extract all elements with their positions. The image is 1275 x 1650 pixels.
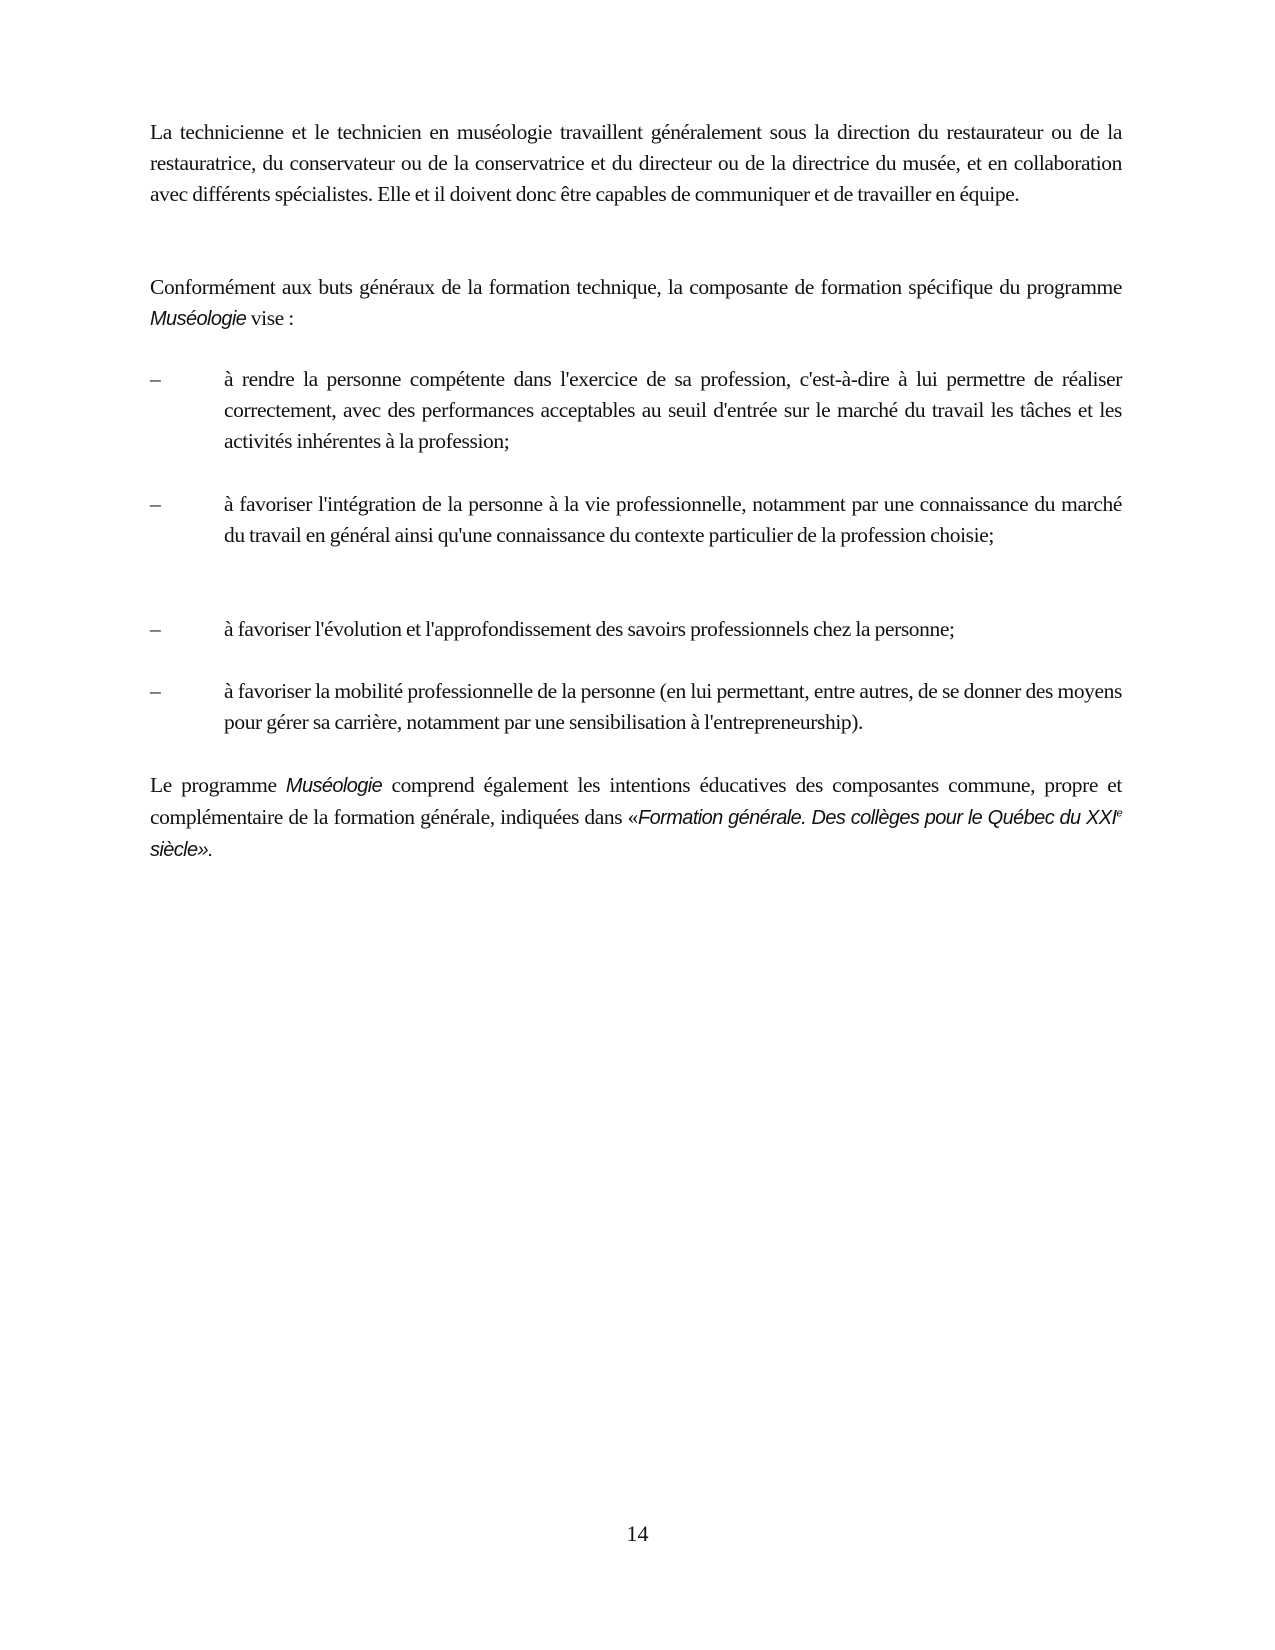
program-name: Muséologie <box>150 308 247 330</box>
bullet-dash: – <box>150 617 161 641</box>
reference-title-end: siècle <box>150 839 198 861</box>
bullet-dash: – <box>150 679 161 703</box>
intro-paragraph: La technicienne et le technicien en muséologie travaillent généralement sous la direction du restaurateur ou de la restauratrice, du conservateur ou de la conservatrice et du directeur ou de la directrice du musée, et en collaboration avec différents spécialistes. Elle et il doivent donc être capables de communiquer et de travailler en équipe. <box>150 120 1122 206</box>
bullet-dash: – <box>150 367 161 391</box>
general-education-text: comprend également les intentions éducatives des composantes commune, propre et complémentaire de la formation générale, indiquées dans « <box>150 773 1122 829</box>
page-number: 14 <box>626 1521 649 1546</box>
reference-title-text: Formation générale. Des collèges pour le Québec du XXI <box>638 807 1117 829</box>
general-education-lead: Le programme <box>150 773 286 797</box>
objectives-intro-tail: vise : <box>246 306 294 330</box>
list-item-text: à favoriser la mobilité professionnelle de la personne (en lui permettant, entre autres, de se donner des moyens pour gérer sa carrière, notamment par une sensibilisation à l'entrepreneurship). <box>224 679 1122 734</box>
program-name: Muséologie <box>285 775 383 797</box>
list-item-text: à favoriser l'évolution et l'approfondissement des savoirs professionnels chez la personne; <box>224 617 955 641</box>
reference-closing: ». <box>197 839 214 861</box>
bullet-dash: – <box>150 492 161 516</box>
objectives-intro-paragraph <box>150 272 1122 335</box>
list-item-text: à favoriser l'intégration de la personne à la vie professionnelle, notamment par une connaissance du marché du travail en général ainsi qu'une connaissance du contexte particulier de la profession choisie; <box>224 492 1122 547</box>
list-item-text: à rendre la personne compétente dans l'exercice de sa profession, c'est-à-dire à lui permettre de réaliser correctement, avec des performances acceptables au seuil d'entrée sur le marché du travail les tâches et les activités inhérentes à la profession; <box>224 367 1122 453</box>
objectives-intro-text: Conformément aux buts généraux de la formation technique, la composante de formation spécifique du programme <box>150 275 1122 299</box>
reference-superscript: e <box>1116 807 1122 820</box>
general-education-paragraph <box>150 770 1122 866</box>
